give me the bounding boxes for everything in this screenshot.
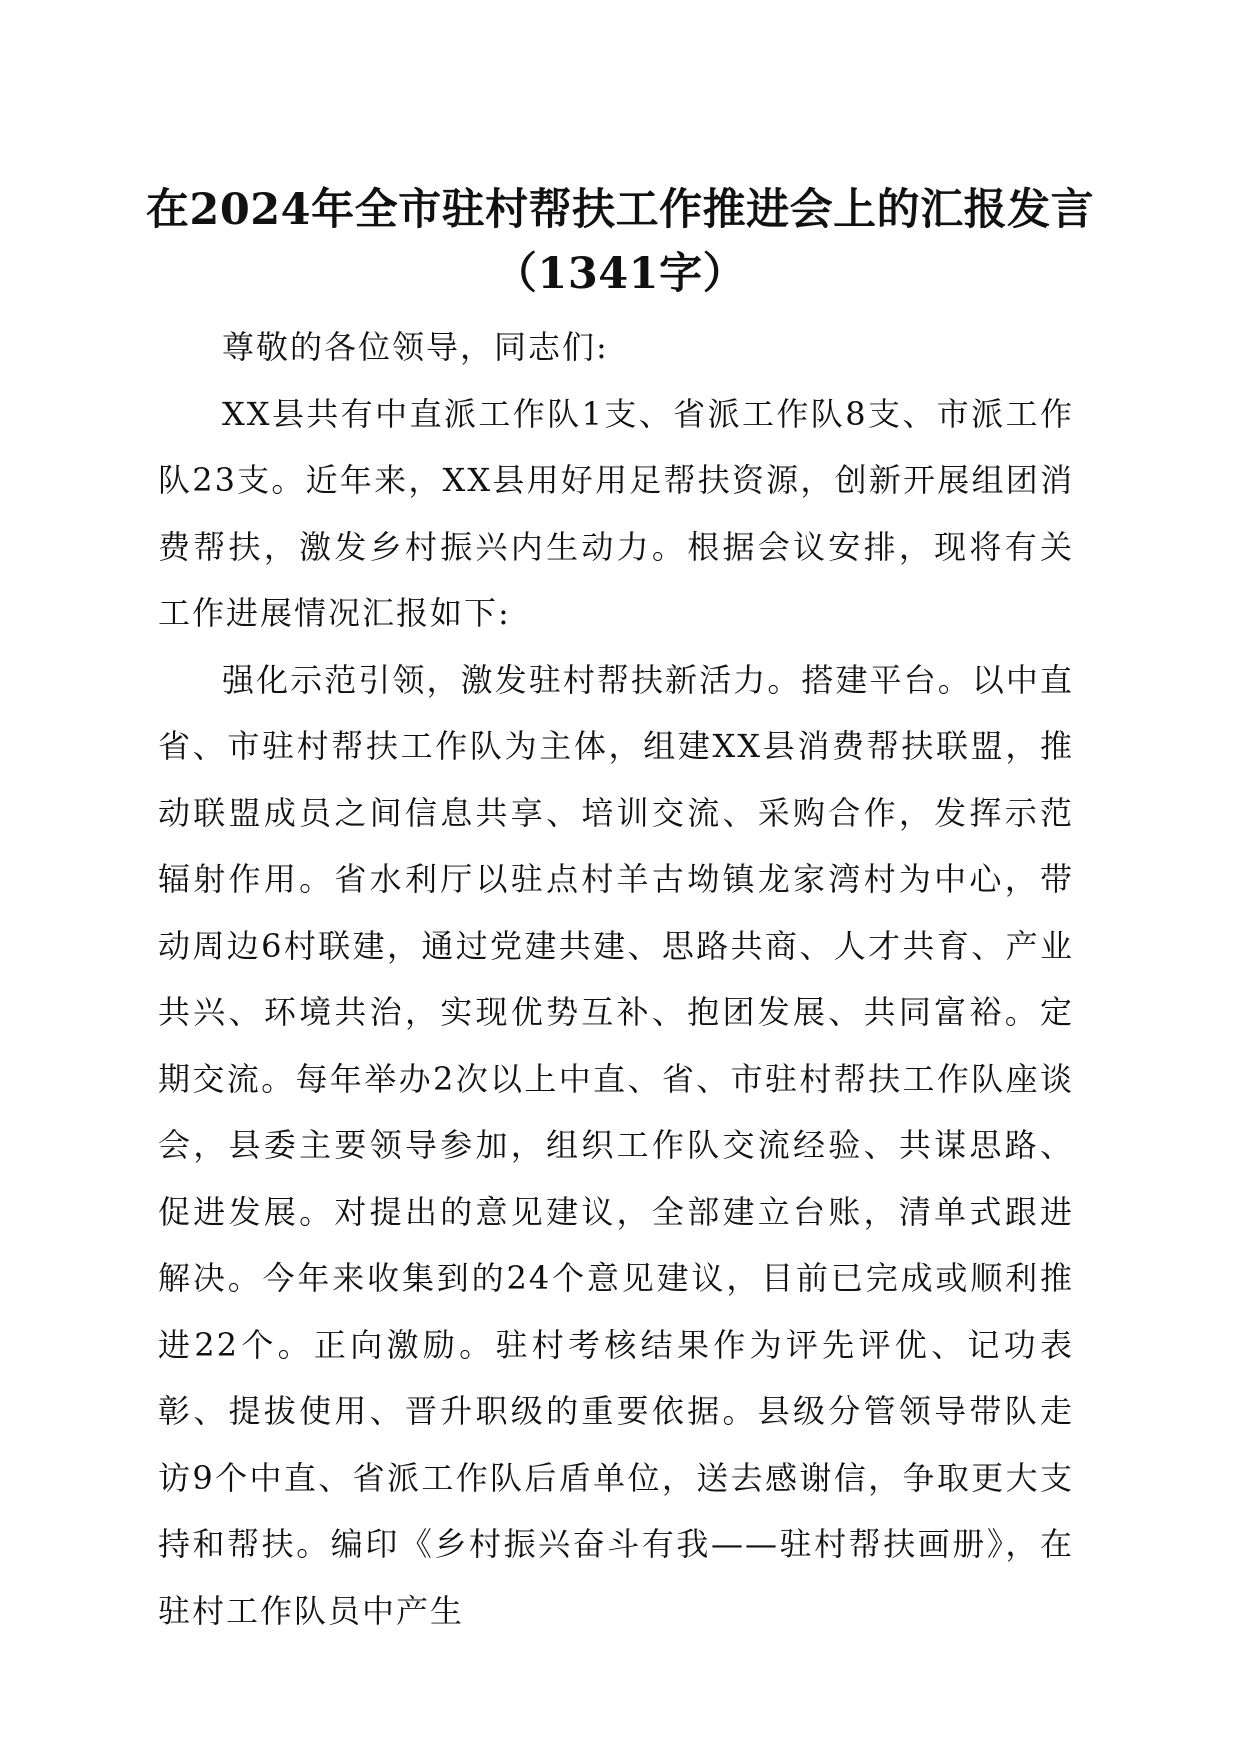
document-body	[158, 314, 1074, 1644]
document-title: 在2024年全市驻村帮扶工作推进会上的汇报发言（1341字）	[145, 185, 1095, 299]
section-paragraph: 强化示范引领，激发驻村帮扶新活力。搭建平台。以中直省、市驻村帮扶工作队为主体，组建XX县消费帮扶联盟，推动联盟成员之间信息共享、培训交流、采购合作，发挥示范辐射作用。省水利厅以驻点村羊古坳镇龙家湾村为中心，带动周边6村联建，通过党建共建、思路共商、人才共育、产业共兴、环境共治，实现优势互补、抱团发展、共同富裕。定期交流。每年举办2次以上中直、省、市驻村帮扶工作队座谈会，县委主要领导参加，组织工作队交流经验、共谋思路、促进发展。对提出的意见建议，全部建立台账，清单式跟进解决。今年来收集到的24个意见建议，目前已完成或顺利推进22个。正向激励。驻村考核结果作为评先评优、记功表彰、提拔使用、晋升职级的重要依据。县级分管领导带队走访9个中直、省派工作队后盾单位，送去感谢信，争取更大支持和帮扶。编印《乡村振兴奋斗有我——驻村帮扶画册》，在驻村工作队员中产生	[158, 660, 1074, 1630]
intro-paragraph: XX县共有中直派工作队1支、省派工作队8支、市派工作队23支。近年来，XX县用好用足帮扶资源，创新开展组团消费帮扶，激发乡村振兴内生动力。根据会议安排，现将有关工作进展情况汇报如下:	[158, 394, 1074, 632]
salutation-paragraph: 尊敬的各位领导，同志们:	[222, 328, 609, 366]
